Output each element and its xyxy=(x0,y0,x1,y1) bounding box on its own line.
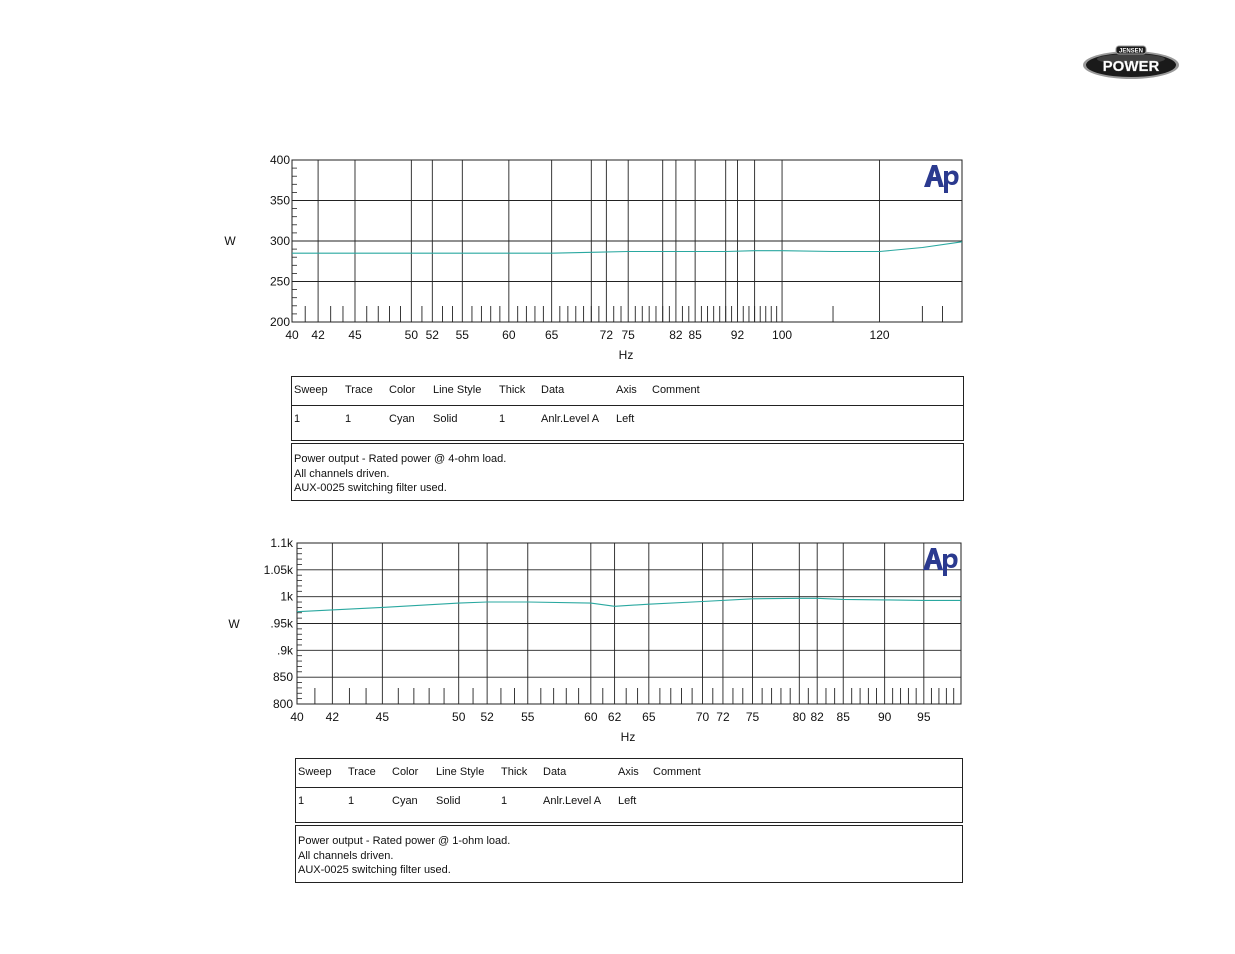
legend-cell-axis: Left xyxy=(618,795,637,807)
comment-line: All channels driven. xyxy=(298,849,394,862)
y-tick-label: 1.1k xyxy=(270,536,293,550)
y-tick-label: 200 xyxy=(269,315,290,329)
legend-cell-sweep: 1 xyxy=(298,795,305,807)
legend-cell-trace: 1 xyxy=(348,795,355,807)
legend-header-trace: Trace xyxy=(345,384,373,396)
legend-header-data: Data xyxy=(541,384,565,396)
y-tick-label: .95k xyxy=(270,616,293,631)
legend-header-sweep: Sweep xyxy=(294,384,328,396)
legend-cell-sweep: 1 xyxy=(294,413,301,425)
x-tick-label: 45 xyxy=(375,710,390,724)
legend-table-1ohm xyxy=(295,758,963,823)
legend-header-color: Color xyxy=(389,384,416,396)
x-tick-label: 92 xyxy=(730,328,745,342)
x-tick-label: 75 xyxy=(745,710,760,724)
legend-header-data: Data xyxy=(543,766,567,778)
x-tick-label: 45 xyxy=(348,328,362,342)
legend-header-thick: Thick xyxy=(501,766,528,778)
x-tick-label: 55 xyxy=(455,328,469,342)
legend-cell-line-style: Solid xyxy=(433,413,458,425)
x-tick-label: 52 xyxy=(480,710,494,724)
legend-header xyxy=(296,759,962,788)
x-tick-label: 40 xyxy=(285,328,299,342)
y-tick-label: 400 xyxy=(269,153,290,167)
legend-header-thick: Thick xyxy=(499,384,526,396)
comment-line: AUX-0025 switching filter used. xyxy=(298,864,451,876)
legend-cell-thick: 1 xyxy=(499,413,506,425)
x-tick-label: 40 xyxy=(290,710,304,724)
legend-cell-color: Cyan xyxy=(389,413,415,425)
legend-header-axis: Axis xyxy=(616,384,637,396)
legend-cell-thick: 1 xyxy=(501,795,508,807)
legend-header-line-style: Line Style xyxy=(436,766,485,778)
legend-cell-trace: 1 xyxy=(345,413,352,425)
x-tick-label: 52 xyxy=(425,328,439,342)
comment-line: AUX-0025 switching filter used. xyxy=(294,482,447,494)
legend-cell-color: Cyan xyxy=(392,795,418,807)
legend-cell-data: Anlr.Level A xyxy=(541,413,600,425)
y-tick-label: 350 xyxy=(269,193,290,208)
comment-box-1ohm xyxy=(295,825,963,883)
legend-header-trace: Trace xyxy=(348,766,376,778)
legend-header-line-style: Line Style xyxy=(433,384,482,396)
legend-header-sweep: Sweep xyxy=(298,766,332,778)
comment-line: Power output - Rated power @ 4-ohm load. xyxy=(294,453,507,465)
x-tick-label: 62 xyxy=(607,710,622,724)
x-tick-label: 72 xyxy=(716,710,730,724)
comment-line: Power output - Rated power @ 1-ohm load. xyxy=(298,835,511,847)
x-tick-label: 85 xyxy=(836,710,850,724)
x-tick-label: 100 xyxy=(772,328,793,342)
y-tick-label: 1k xyxy=(280,589,293,604)
legend-cell-axis: Left xyxy=(616,413,635,425)
x-tick-label: 60 xyxy=(502,328,516,342)
x-tick-label: 75 xyxy=(621,328,635,342)
y-axis-label: W xyxy=(228,617,240,631)
x-tick-label: 80 xyxy=(792,710,806,724)
x-tick-label: 72 xyxy=(599,328,614,342)
x-tick-label: 65 xyxy=(642,710,656,724)
legend-row xyxy=(296,788,962,822)
x-tick-label: 42 xyxy=(325,710,340,724)
logo-text: POWER xyxy=(1102,58,1160,75)
x-tick-label: 50 xyxy=(404,328,419,342)
x-tick-label: 82 xyxy=(669,328,683,342)
x-axis-label: Hz xyxy=(620,730,636,744)
x-tick-label: 60 xyxy=(584,710,598,724)
x-tick-label: 55 xyxy=(521,710,535,724)
legend-header-axis: Axis xyxy=(618,766,639,778)
x-tick-label: 85 xyxy=(688,328,702,342)
y-tick-label: 300 xyxy=(269,234,290,248)
legend-header-comment: Comment xyxy=(652,384,700,396)
y-tick-label: 850 xyxy=(272,670,293,685)
x-axis-label: Hz xyxy=(618,348,634,362)
y-axis-label: W xyxy=(224,234,236,248)
x-tick-label: 120 xyxy=(869,328,890,342)
x-tick-label: 95 xyxy=(917,710,931,724)
y-tick-label: .9k xyxy=(276,643,293,658)
legend-header-comment: Comment xyxy=(653,766,701,778)
legend-cell-data: Anlr.Level A xyxy=(543,795,602,807)
x-tick-label: 65 xyxy=(544,328,559,342)
x-tick-label: 90 xyxy=(877,710,892,724)
x-tick-label: 70 xyxy=(695,710,710,724)
x-tick-label: 82 xyxy=(810,710,824,724)
x-tick-label: 50 xyxy=(452,710,466,724)
x-tick-label: 42 xyxy=(311,328,325,342)
y-tick-label: 1.05k xyxy=(263,562,293,577)
comment-line: All channels driven. xyxy=(294,467,390,480)
legend-cell-line-style: Solid xyxy=(436,795,461,807)
y-tick-label: 250 xyxy=(269,274,290,289)
y-tick-label: 800 xyxy=(272,697,293,711)
legend-header-color: Color xyxy=(392,766,419,778)
logo-small-text: JENSEN xyxy=(1118,48,1144,55)
